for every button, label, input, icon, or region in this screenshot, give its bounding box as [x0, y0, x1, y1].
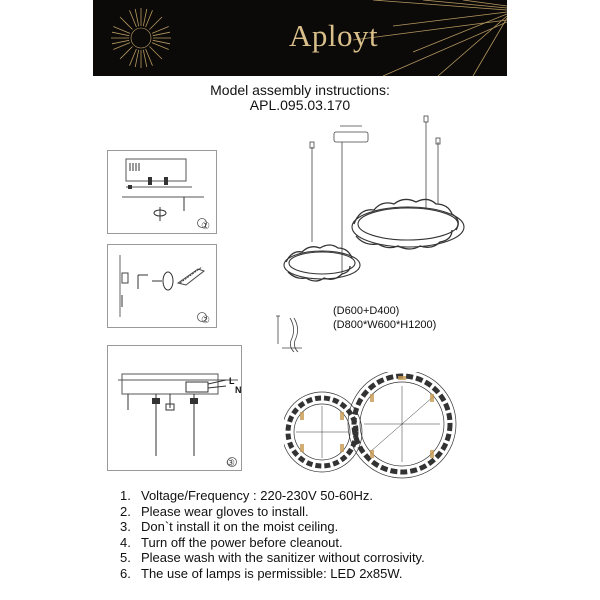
- instructions-title: Model assembly instructions:: [210, 82, 390, 98]
- note-item: [120, 566, 425, 582]
- wiring-diagram-icon: [108, 346, 241, 470]
- note-item: [120, 504, 425, 520]
- note-item: [120, 535, 425, 551]
- note-number: 3.: [120, 519, 131, 534]
- dimension-overall: (D800*W600*H1200): [333, 319, 437, 331]
- step-3-label: ③: [226, 458, 235, 469]
- dimension-diameters: (D600+D400): [333, 305, 400, 317]
- note-number: 5.: [120, 550, 131, 565]
- note-text: Please wear gloves to install.: [141, 503, 309, 519]
- wire-neutral-label: N: [235, 385, 242, 395]
- notes-list: [120, 488, 425, 581]
- note-number: 2.: [120, 503, 131, 519]
- ceiling-bracket-diagram-icon: [108, 151, 216, 233]
- note-number: 6.: [120, 565, 131, 581]
- cable-holder-detail-icon: [272, 312, 312, 356]
- step-3-panel: [107, 345, 242, 471]
- step-1-panel: [107, 150, 217, 234]
- note-item: [120, 488, 425, 504]
- note-text: The use of lamps is permissible: LED 2x85W.: [141, 565, 403, 581]
- step-1-label: ①: [201, 221, 210, 232]
- note-number: 1.: [120, 488, 131, 503]
- step-2-panel: [107, 244, 217, 328]
- brand-logo-text: Aployt: [289, 18, 379, 53]
- brand-banner: [93, 0, 507, 76]
- note-item: [120, 519, 425, 535]
- cable-adjust-diagram-icon: [108, 245, 216, 327]
- model-number: APL.095.03.170: [249, 97, 351, 113]
- note-text: Voltage/Frequency : 220-230V 50-60Hz.: [141, 488, 373, 503]
- step-2-label: ②: [201, 315, 210, 326]
- note-item: [120, 550, 425, 566]
- wire-live-label: L: [229, 376, 235, 386]
- chandelier-side-view-diagram-icon: [270, 112, 470, 302]
- note-number: 4.: [120, 534, 131, 550]
- note-text: Turn off the power before cleanout.: [141, 534, 343, 550]
- chandelier-top-view-diagram-icon: [284, 372, 464, 492]
- note-text: Don`t install it on the moist ceiling.: [141, 519, 339, 534]
- note-text: Please wash with the sanitizer without corrosivity.: [141, 550, 425, 565]
